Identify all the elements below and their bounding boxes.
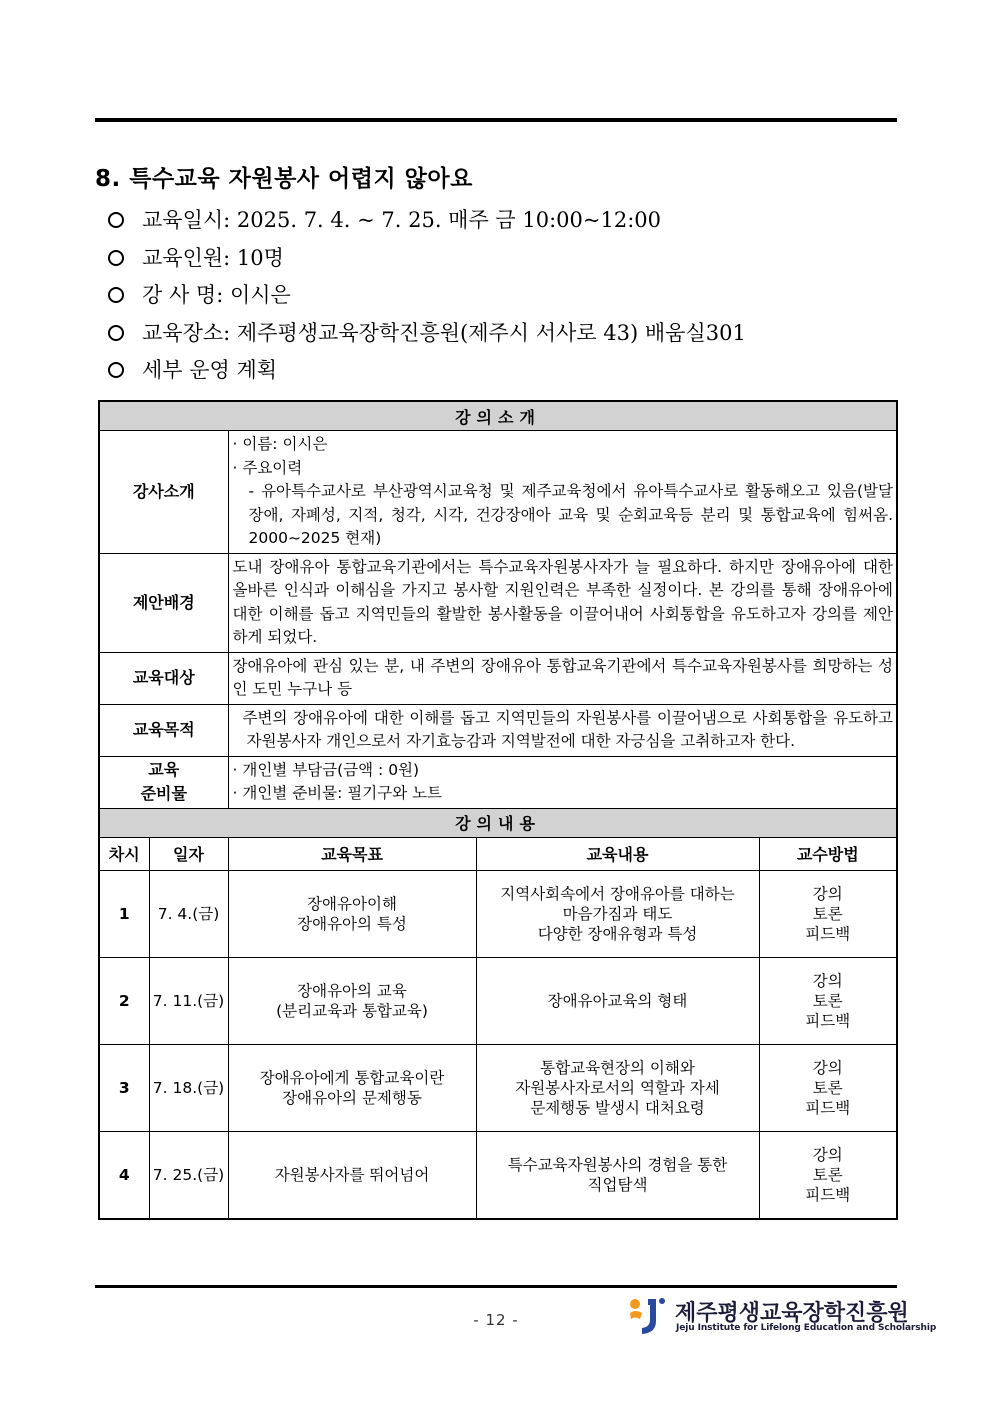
session-content bbox=[476, 957, 759, 1044]
instructor-cell bbox=[228, 431, 897, 554]
method-line: 강의 bbox=[812, 1058, 843, 1077]
content-line: 문제행동 발생시 대처요령 bbox=[530, 1098, 705, 1117]
method-line: 강의 bbox=[812, 971, 843, 990]
content-line: 장애유아교육의 형태 bbox=[547, 991, 688, 1010]
materials-line: · 개인별 부담금(금액 : 0원) bbox=[232, 760, 420, 779]
info-text: 교육일시: 2025. 7. 4. ~ 7. 25. 매주 금 10:00~12:00 bbox=[142, 208, 662, 232]
column-header: 교육목표 bbox=[228, 837, 476, 870]
org-name: 제주평생교육장학진흥원 bbox=[675, 1301, 909, 1326]
session-content bbox=[476, 1044, 759, 1131]
method-line: 피드백 bbox=[805, 1011, 851, 1030]
table-row bbox=[99, 957, 897, 1044]
session-number: 2 bbox=[99, 957, 149, 1044]
purpose-text-body: 주변의 장애유아에 대한 이해를 돕고 지역민들의 자원봉사를 이끌어냄으로 사회통합을 유도하고 자원봉사자 개인으로서 자기효능감과 지역발전에 대한 자긍심을 고취하고자 한다. bbox=[242, 708, 894, 750]
session-goal bbox=[228, 957, 476, 1044]
row-label-line: 준비물 bbox=[140, 784, 187, 803]
session-goal bbox=[228, 1044, 476, 1131]
info-list bbox=[108, 203, 746, 391]
method-line: 피드백 bbox=[805, 1185, 851, 1204]
goal-line: 자원봉사자를 뛰어넘어 bbox=[274, 1165, 430, 1184]
method-line: 토론 bbox=[812, 1165, 843, 1184]
session-number: 4 bbox=[99, 1131, 149, 1219]
session-method bbox=[759, 1131, 897, 1219]
content-line: 지역사회속에서 장애유아를 대하는 bbox=[500, 884, 735, 903]
row-label bbox=[99, 756, 228, 808]
row-label: 제안배경 bbox=[99, 553, 228, 652]
content-line: 통합교육현장의 이해와 bbox=[540, 1058, 695, 1077]
session-method bbox=[759, 957, 897, 1044]
session-number: 1 bbox=[99, 870, 149, 957]
session-date: 7. 4.(금) bbox=[149, 870, 228, 957]
session-method bbox=[759, 870, 897, 957]
circle-bullet-icon bbox=[108, 250, 124, 266]
goal-line: 장애유아의 문제행동 bbox=[282, 1088, 422, 1107]
session-date: 7. 11.(금) bbox=[149, 957, 228, 1044]
row-label: 교육대상 bbox=[99, 652, 228, 704]
session-date: 7. 18.(금) bbox=[149, 1044, 228, 1131]
content-header: 강의내용 bbox=[99, 808, 897, 837]
content-line: 마음가짐과 태도 bbox=[562, 904, 673, 923]
bottom-rule bbox=[95, 1285, 897, 1288]
target-text: 장애유아에 관심 있는 분, 내 주변의 장애유아 통합교육기관에서 특수교육자원봉사를 희망하는 성인 도민 누구나 등 bbox=[228, 652, 897, 704]
info-item bbox=[108, 353, 746, 391]
session-content bbox=[476, 1131, 759, 1219]
instructor-name: · 이름: 이시은 bbox=[232, 435, 328, 453]
session-goal bbox=[228, 870, 476, 957]
jeju-institute-logo-icon bbox=[626, 1295, 670, 1337]
goal-line: 장애유아의 특성 bbox=[297, 914, 407, 933]
method-line: 토론 bbox=[812, 904, 843, 923]
info-item bbox=[108, 278, 746, 316]
page-number: - 12 - bbox=[473, 1311, 519, 1329]
content-line: 직업탐색 bbox=[587, 1175, 648, 1194]
goal-line: 장애유아이해 bbox=[307, 894, 397, 913]
row-label-line: 교육 bbox=[148, 760, 180, 779]
circle-bullet-icon bbox=[108, 362, 124, 378]
row-label: 강사소개 bbox=[99, 431, 228, 554]
table-row bbox=[99, 870, 897, 957]
instructor-career-label: · 주요이력 bbox=[232, 458, 303, 477]
session-date: 7. 25.(금) bbox=[149, 1131, 228, 1219]
background-text: 도내 장애유아 통합교육기관에서는 특수교육자원봉사자가 늘 필요하다. 하지만 장애유아에 대한 올바른 인식과 이해심을 가지고 봉사할 지원인력은 부족한 실정이다. 본 강의를 통해 장애유아에 대한 이해를 돕고 지역민들의 활발한 봉사활동을 이끌어내어 사회통합을 유도하고자 강의를 제안하게 되었다. bbox=[228, 553, 897, 652]
circle-bullet-icon bbox=[108, 287, 124, 303]
method-line: 피드백 bbox=[805, 924, 851, 943]
session-number: 3 bbox=[99, 1044, 149, 1131]
content-line: 특수교육자원봉사의 경험을 통한 bbox=[507, 1155, 728, 1174]
table-row bbox=[99, 1131, 897, 1219]
session-content bbox=[476, 870, 759, 957]
circle-bullet-icon bbox=[108, 212, 124, 228]
top-rule bbox=[95, 118, 897, 122]
goal-line: (분리교육과 통합교육) bbox=[276, 1001, 428, 1020]
info-text: 교육인원: 10명 bbox=[142, 245, 284, 270]
org-logo bbox=[624, 1293, 937, 1339]
goal-line: 장애유아에게 통합교육이란 bbox=[259, 1068, 445, 1087]
org-name-en: Jeju Institute for Lifelong Education and Scholarship bbox=[676, 1323, 937, 1333]
session-goal bbox=[228, 1131, 476, 1219]
column-header: 차시 bbox=[99, 837, 149, 870]
info-item bbox=[108, 316, 746, 354]
info-text: 세부 운영 계획 bbox=[142, 358, 278, 382]
goal-line: 장애유아의 교육 bbox=[297, 981, 407, 1000]
materials-line: · 개인별 준비물: 필기구와 노트 bbox=[232, 784, 443, 802]
info-text: 교육장소: 제주평생교육장학진흥원(제주시 서사로 43) 배움실301 bbox=[142, 320, 746, 345]
section-title: 8. 특수교육 자원봉사 어렵지 않아요 bbox=[95, 166, 473, 192]
column-header: 일자 bbox=[149, 837, 228, 870]
method-line: 토론 bbox=[812, 1078, 843, 1097]
info-text: 강 사 명: 이시은 bbox=[142, 283, 291, 307]
content-line: 자원봉사자로서의 역할과 자세 bbox=[515, 1078, 720, 1097]
purpose-text bbox=[228, 704, 897, 756]
column-header: 교수방법 bbox=[759, 837, 897, 870]
column-header: 교육내용 bbox=[476, 837, 759, 870]
intro-header: 강의소개 bbox=[99, 401, 897, 431]
session-method bbox=[759, 1044, 897, 1131]
method-line: 강의 bbox=[812, 1145, 843, 1164]
lecture-plan-table bbox=[98, 400, 898, 1220]
instructor-career: - 유아특수교사로 부산광역시교육청 및 제주교육청에서 유아특수교사로 활동해오고 있음(발달장애, 자폐성, 지적, 청각, 시각, 건강장애아 교육 및 순회교육등 분리 및 통합교육에 힘써옴. 2000~2025 현재) bbox=[248, 482, 894, 547]
method-line: 피드백 bbox=[805, 1098, 851, 1117]
info-item bbox=[108, 203, 746, 241]
table-row bbox=[99, 1044, 897, 1131]
method-line: 강의 bbox=[812, 884, 843, 903]
row-label: 교육목적 bbox=[99, 704, 228, 756]
circle-bullet-icon bbox=[108, 325, 124, 341]
content-line: 다양한 장애유형과 특성 bbox=[537, 924, 698, 943]
info-item bbox=[108, 241, 746, 279]
method-line: 토론 bbox=[812, 991, 843, 1010]
materials-cell bbox=[228, 756, 897, 808]
